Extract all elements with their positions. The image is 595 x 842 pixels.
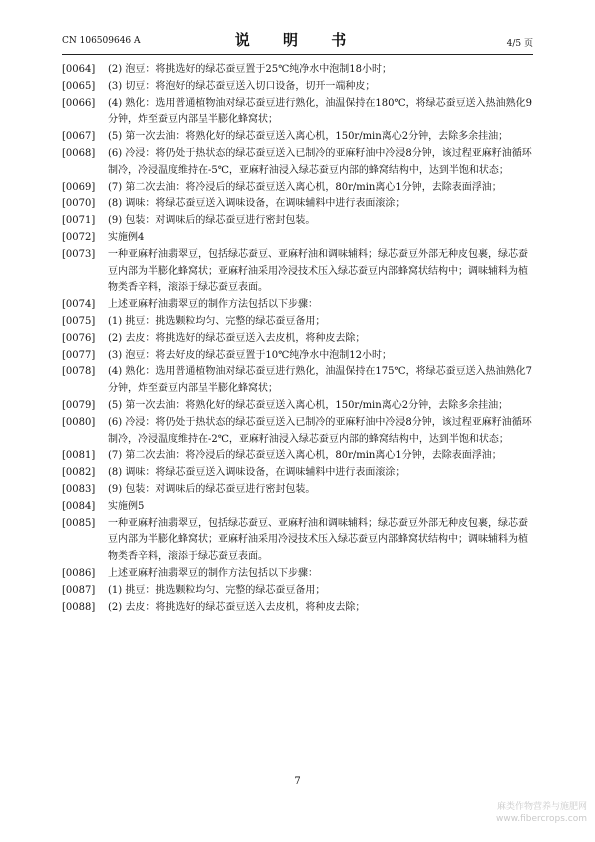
page-indicator: 4/5 页	[506, 39, 533, 49]
paragraph-number: [0070]	[62, 198, 96, 210]
watermark	[467, 801, 587, 825]
paragraph-number: [0084]	[62, 500, 96, 512]
paragraph-text: (4) 熟化：选用普通植物油对绿芯蚕豆进行熟化，油温保持在180℃，将绿芯蚕豆送入热油熟化9分钟，炸至蚕豆内部呈半膨化蜂窝状；	[108, 97, 532, 126]
paragraph	[62, 482, 534, 499]
paragraph-text: 实施例4	[108, 231, 145, 243]
paragraph	[62, 247, 534, 297]
paragraph-text: 一种亚麻籽油翡翠豆，包括绿芯蚕豆、亚麻籽油和调味辅料；绿芯蚕豆外部无种皮包裹，绿芯蚕豆内部为半膨化蜂窝状；亚麻籽油采用冷浸技术压入绿芯蚕豆内部蜂窝状结构中；调味辅料为植物类香辛料，滚添于绿芯蚕豆表面。	[108, 517, 528, 563]
paragraph	[62, 415, 534, 449]
paragraph-number: [0077]	[62, 349, 96, 361]
paragraph-number: [0083]	[62, 483, 96, 495]
paragraph	[62, 448, 534, 465]
paragraph-number: [0081]	[62, 450, 96, 462]
paragraph-number: [0080]	[62, 416, 96, 428]
paragraph-number: [0068]	[62, 147, 96, 159]
paragraph	[62, 600, 534, 617]
paragraph	[62, 398, 534, 415]
paragraph-number: [0086]	[62, 567, 96, 579]
paragraph-number: [0072]	[62, 231, 96, 243]
paragraph-number: [0064]	[62, 64, 96, 75]
paragraph-text: (2) 泡豆：将挑选好的绿芯蚕豆置于25℃纯净水中泡制18小时；	[108, 64, 392, 75]
paragraph-text: (6) 冷浸：将仍处于热状态的绿芯蚕豆送入已制冷的亚麻籽油中冷浸8分钟，该过程亚麻籽油循环制冷，冷浸温度维持在-2℃，亚麻籽油浸入绿芯蚕豆内部的蜂窝结构中，达到半饱和状态；	[108, 416, 532, 445]
paragraph	[62, 364, 534, 398]
paragraph-number: [0069]	[62, 181, 96, 193]
document-body	[62, 62, 534, 616]
paragraph-text: (1) 挑豆：挑选颗粒均匀、完整的绿芯蚕豆备用；	[108, 315, 326, 327]
paragraph-text: 上述亚麻籽油翡翠豆的制作方法包括以下步骤：	[108, 567, 318, 579]
paragraph-number: [0074]	[62, 299, 96, 311]
paragraph-text: 实施例5	[108, 500, 145, 512]
paragraph-number: [0071]	[62, 215, 96, 227]
paragraph	[62, 516, 534, 566]
paragraph-text: (6) 冷浸：将仍处于热状态的绿芯蚕豆送入已制冷的亚麻籽油中冷浸8分钟，该过程亚麻籽油循环制冷，冷浸温度维持在-5℃，亚麻籽油浸入绿芯蚕豆内部的蜂窝结构中，达到半饱和状态；	[108, 147, 532, 176]
paragraph-number: [0073]	[62, 248, 96, 260]
header-rule	[62, 54, 533, 55]
paragraph-text: (5) 第一次去油：将熟化好的绿芯蚕豆送入离心机，150r/min离心2分钟，去除多余挂油；	[108, 399, 509, 411]
paragraph	[62, 146, 534, 180]
paragraph-text: (8) 调味：将绿芯蚕豆送入调味设备，在调味辅料中进行表面滚涂；	[108, 198, 406, 210]
paragraph-text: (5) 第一次去油：将熟化好的绿芯蚕豆送入离心机，150r/min离心2分钟，去除多余挂油；	[108, 131, 509, 143]
paragraph-text: 一种亚麻籽油翡翠豆，包括绿芯蚕豆、亚麻籽油和调味辅料；绿芯蚕豆外部无种皮包裹，绿芯蚕豆内部为半膨化蜂窝状；亚麻籽油采用冷浸技术压入绿芯蚕豆内部蜂窝状结构中；调味辅料为植物类香辛料，滚添于绿芯蚕豆表面。	[108, 248, 528, 294]
paragraph	[62, 230, 534, 247]
paragraph-text: (3) 泡豆：将去好皮的绿芯蚕豆置于10℃纯净水中泡制12小时；	[108, 349, 392, 361]
paragraph	[62, 465, 534, 482]
paragraph-number: [0085]	[62, 517, 96, 529]
paragraph-number: [0065]	[62, 80, 96, 92]
patent-number: CN 106509646 A	[62, 36, 141, 46]
paragraph-number: [0078]	[62, 366, 96, 378]
paragraph	[62, 331, 534, 348]
paragraph-number: [0087]	[62, 584, 96, 596]
paragraph-text: (9) 包装：对调味后的绿芯蚕豆进行密封包装。	[108, 483, 316, 495]
paragraph-text: (4) 熟化：选用普通植物油对绿芯蚕豆进行熟化，油温保持在175℃，将绿芯蚕豆送入热油熟化7分钟，炸至蚕豆内部呈半膨化蜂窝状；	[108, 366, 532, 395]
paragraph	[62, 499, 534, 516]
paragraph	[62, 79, 534, 96]
paragraph	[62, 583, 534, 600]
paragraph	[62, 129, 534, 146]
paragraph	[62, 196, 534, 213]
paragraph-number: [0082]	[62, 467, 96, 479]
paragraph	[62, 213, 534, 230]
paragraph	[62, 348, 534, 365]
paragraph	[62, 180, 534, 197]
paragraph	[62, 566, 534, 583]
paragraph	[62, 96, 534, 130]
page-header	[62, 28, 533, 50]
paragraph-number: [0088]	[62, 601, 96, 613]
document-title: 说 明 书	[234, 31, 361, 49]
paragraph-number: [0076]	[62, 332, 96, 344]
paragraph-text: 上述亚麻籽油翡翠豆的制作方法包括以下步骤：	[108, 299, 318, 311]
paragraph-text: (7) 第二次去油：将冷浸后的绿芯蚕豆送入离心机，80r/min离心1分钟，去除表面浮油；	[108, 450, 502, 462]
paragraph-number: [0067]	[62, 131, 96, 143]
paragraph-text: (2) 去皮：将挑选好的绿芯蚕豆送入去皮机，将种皮去除；	[108, 601, 366, 613]
paragraph-number: [0079]	[62, 399, 96, 411]
page-number: 7	[294, 776, 301, 787]
paragraph	[62, 314, 534, 331]
paragraph	[62, 297, 534, 314]
paragraph-text: (9) 包装：对调味后的绿芯蚕豆进行密封包装。	[108, 215, 316, 227]
paragraph-text: (8) 调味：将绿芯蚕豆送入调味设备，在调味辅料中进行表面滚涂；	[108, 467, 406, 479]
paragraph-text: (2) 去皮：将挑选好的绿芯蚕豆送入去皮机，将种皮去除；	[108, 332, 366, 344]
watermark-text: 麻类作物营养与施肥网	[496, 802, 587, 812]
paragraph	[62, 62, 534, 79]
paragraph-text: (3) 切豆：将泡好的绿芯蚕豆送入切口设备，切开一端种皮；	[108, 80, 376, 92]
paragraph-text: (1) 挑豆：挑选颗粒均匀、完整的绿芯蚕豆备用；	[108, 584, 326, 596]
watermark-url: www.fibercrops.com	[496, 814, 587, 824]
paragraph-number: [0066]	[62, 97, 96, 109]
paragraph-text: (7) 第二次去油：将冷浸后的绿芯蚕豆送入离心机，80r/min离心1分钟，去除表面浮油；	[108, 181, 502, 193]
paragraph-number: [0075]	[62, 315, 96, 327]
